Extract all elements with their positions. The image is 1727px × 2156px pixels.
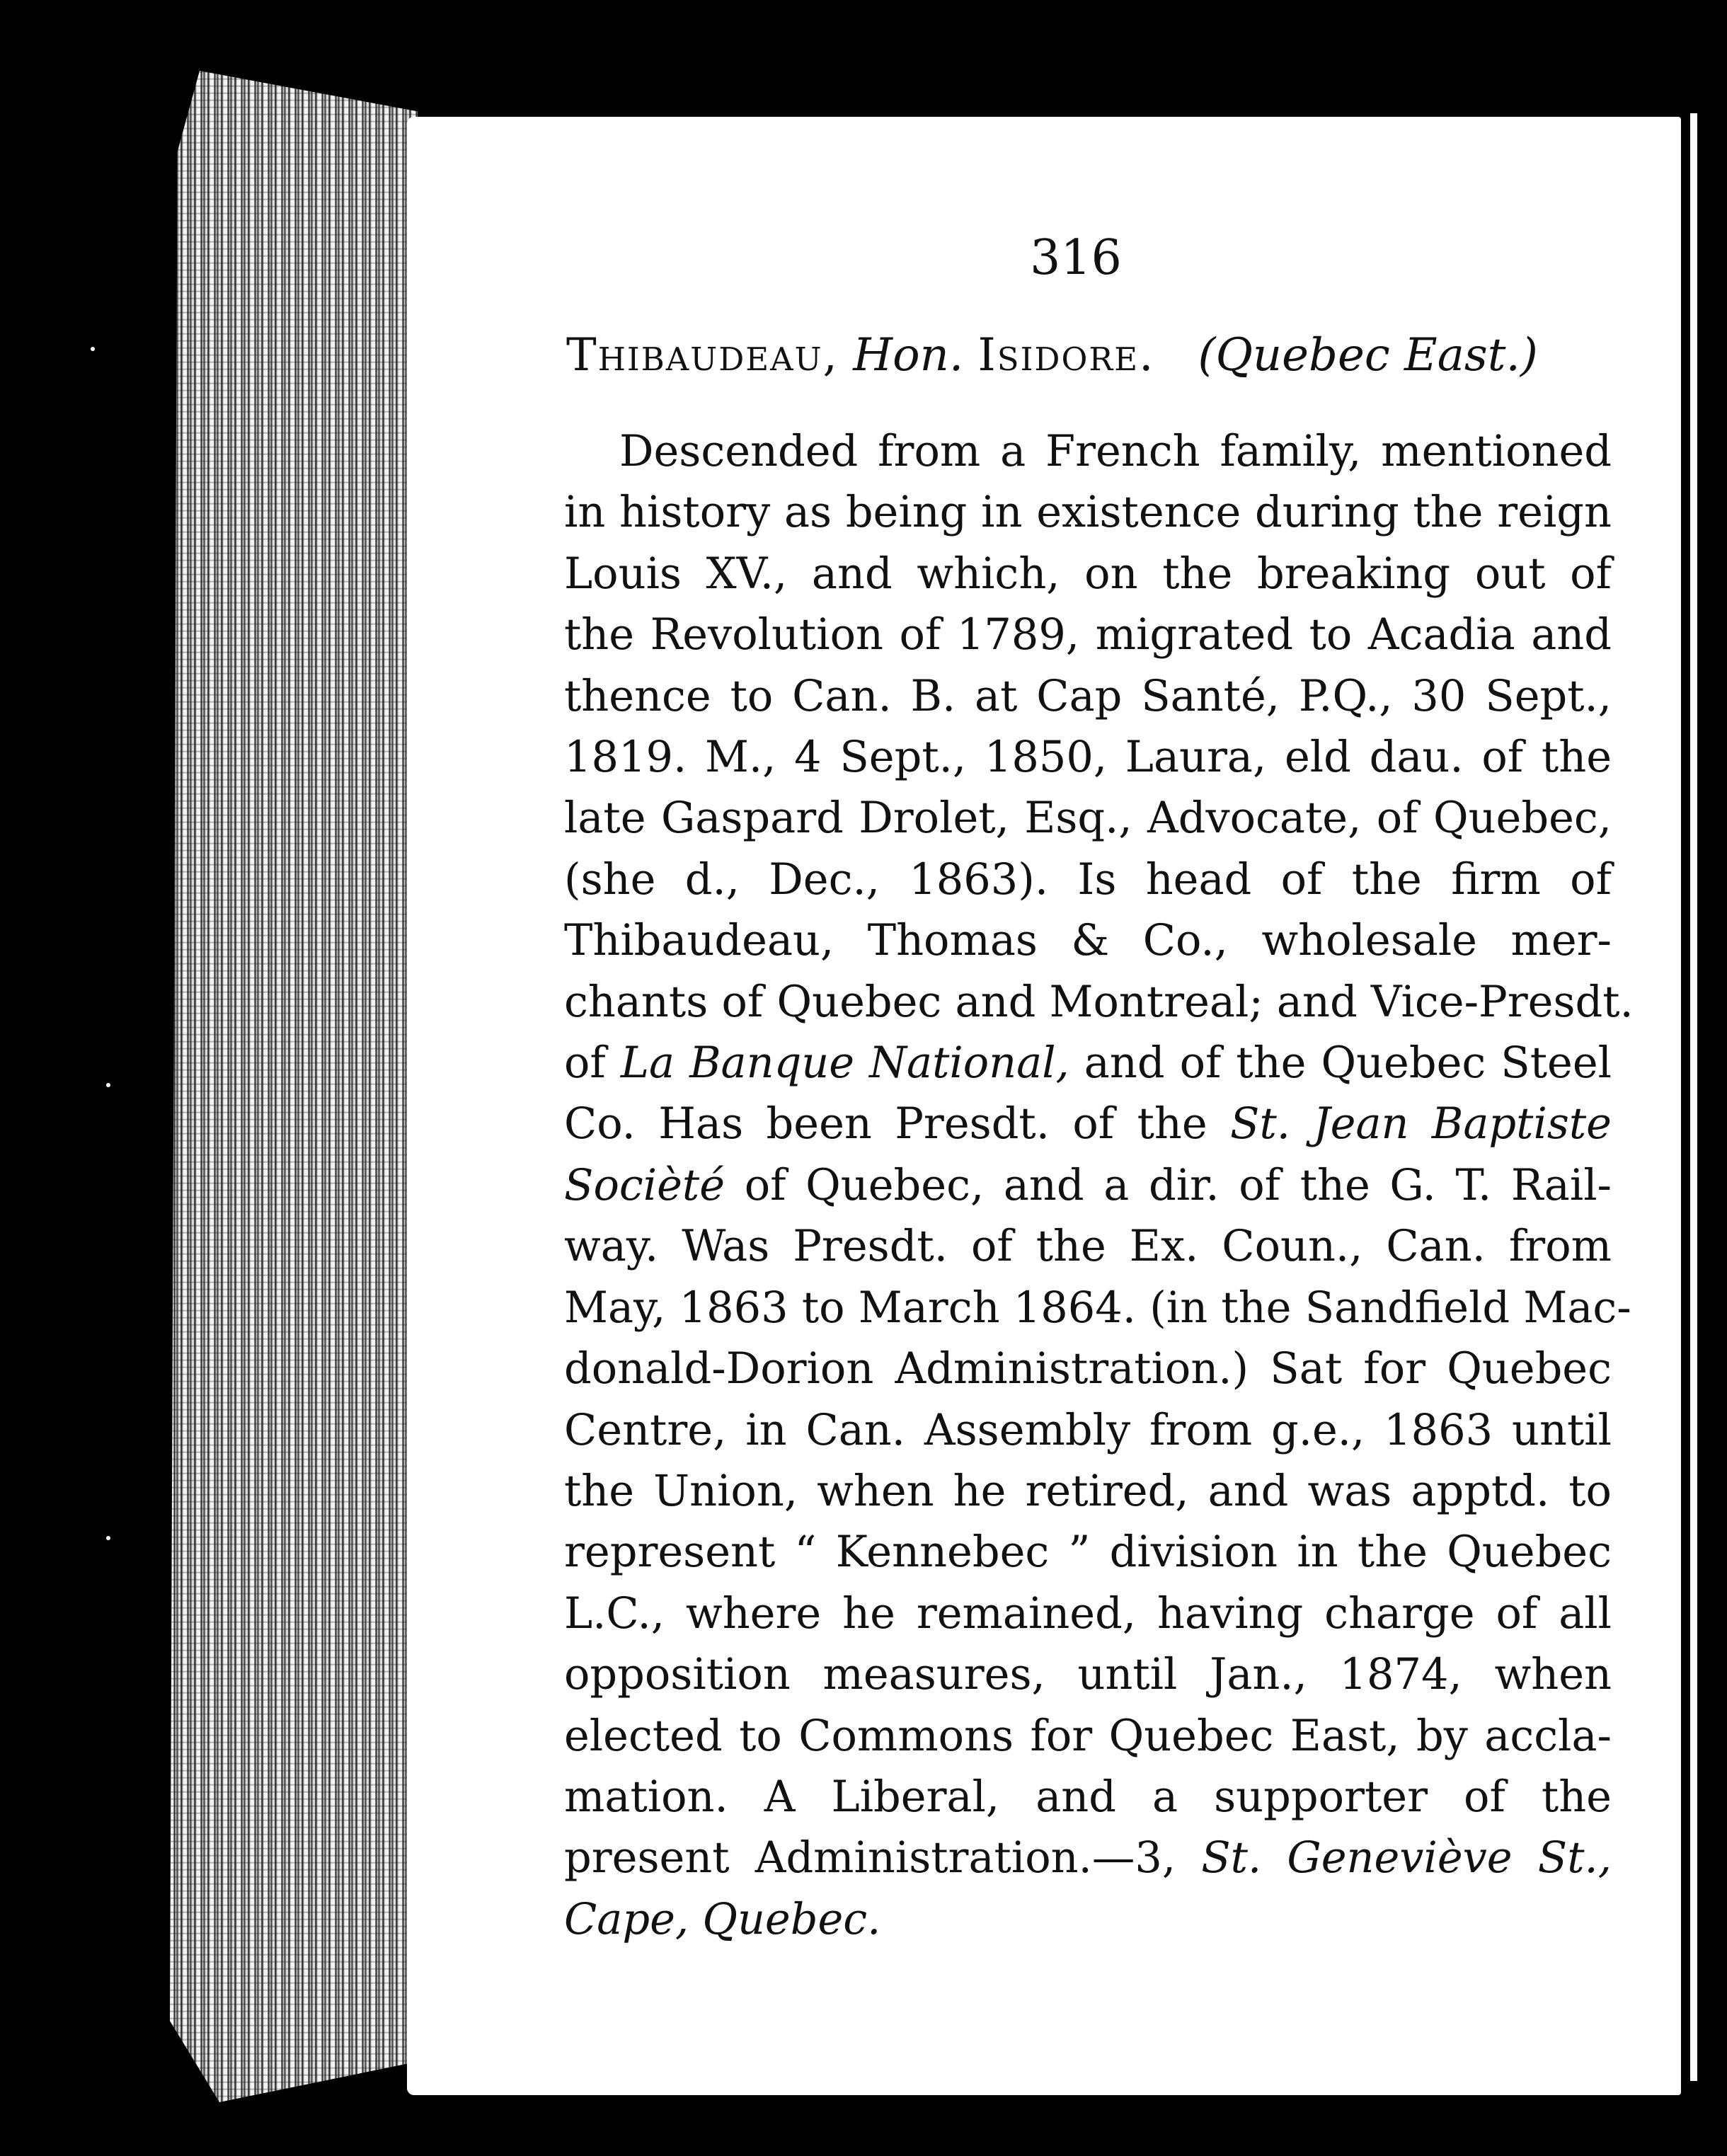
society-name: St. Jean Baptiste	[1230, 1099, 1612, 1149]
bank-name: La Banque National,	[620, 1038, 1069, 1089]
heading-constituency: (Quebec East.)	[1198, 329, 1538, 382]
body-line: (she d., Dec., 1863). Is head of the firm of	[564, 854, 1612, 905]
body-line: elected to Commons for Quebec East, by accla-	[564, 1711, 1612, 1761]
body-line	[564, 1094, 1612, 1154]
body-line: opposition measures, until Jan., 1874, when	[564, 1650, 1612, 1700]
body-line-text: present Administration.—3,	[564, 1833, 1202, 1883]
body-line	[564, 1889, 1612, 1950]
body-line: mation. A Liberal, and a supporter of the	[564, 1772, 1612, 1822]
body-line	[564, 1155, 1612, 1216]
body-line-text: and of the Quebec Steel	[1069, 1038, 1612, 1089]
address-city: Cape, Quebec.	[564, 1894, 881, 1944]
body-line: Centre, in Can. Assembly from g.e., 1863 until	[564, 1405, 1612, 1455]
book-page	[407, 117, 1681, 2095]
body-line: L.C., where he remained, having charge of all	[564, 1588, 1612, 1639]
body-line: represent “ Kennebec ” division in the Quebec	[564, 1527, 1612, 1578]
body-line: Thibaudeau, Thomas & Co., wholesale mer-	[564, 916, 1612, 966]
entry-heading	[566, 329, 1628, 382]
body-line: in history as being in existence during the reign	[564, 488, 1612, 538]
address-street: St. Geneviève St.,	[1201, 1833, 1612, 1883]
body-line	[564, 1033, 1612, 1094]
body-line	[564, 1828, 1612, 1888]
heading-surname: Thibaudeau,	[566, 329, 839, 382]
body-line: thence to Can. B. at Cap Santé, P.Q., 30 Sept.,	[564, 671, 1612, 721]
body-line-text: Co. Has been Presdt. of the	[564, 1099, 1231, 1149]
book-page-edge-shading	[170, 71, 418, 2102]
body-line-text: of	[564, 1038, 621, 1089]
next-page-edge	[1690, 113, 1697, 2081]
body-line: late Gaspard Drolet, Esq., Advocate, of Quebec,	[564, 793, 1612, 844]
body-line-text: of Quebec, and a dir. of the G. T. Rail-	[725, 1160, 1612, 1210]
margin-speck	[91, 347, 95, 351]
body-line: Louis XV., and which, on the breaking out of	[564, 549, 1612, 599]
body-line: way. Was Presdt. of the Ex. Coun., Can. from	[564, 1222, 1612, 1272]
entry-body	[564, 421, 1634, 1950]
body-line: the Revolution of 1789, migrated to Acadia and	[564, 610, 1612, 660]
society-name-cont: Socièté	[564, 1160, 725, 1210]
page-number: 316	[1030, 230, 1122, 286]
heading-honorific: Hon.	[853, 329, 964, 382]
body-line: donald-Dorion Administration.) Sat for Quebec	[564, 1344, 1612, 1394]
heading-given-name: Isidore.	[977, 329, 1155, 382]
body-line: May, 1863 to March 1864. (in the Sandfield Mac-	[564, 1283, 1631, 1333]
margin-speck	[106, 1083, 110, 1087]
margin-speck	[106, 1536, 110, 1540]
body-line: the Union, when he retired, and was apptd. to	[564, 1466, 1612, 1516]
body-line: 1819. M., 4 Sept., 1850, Laura, eld dau. of the	[564, 733, 1612, 783]
body-line: Descended from a French family, mentioned	[619, 427, 1612, 476]
body-line: chants of Quebec and Montreal; and Vice-Presdt.	[564, 977, 1634, 1027]
